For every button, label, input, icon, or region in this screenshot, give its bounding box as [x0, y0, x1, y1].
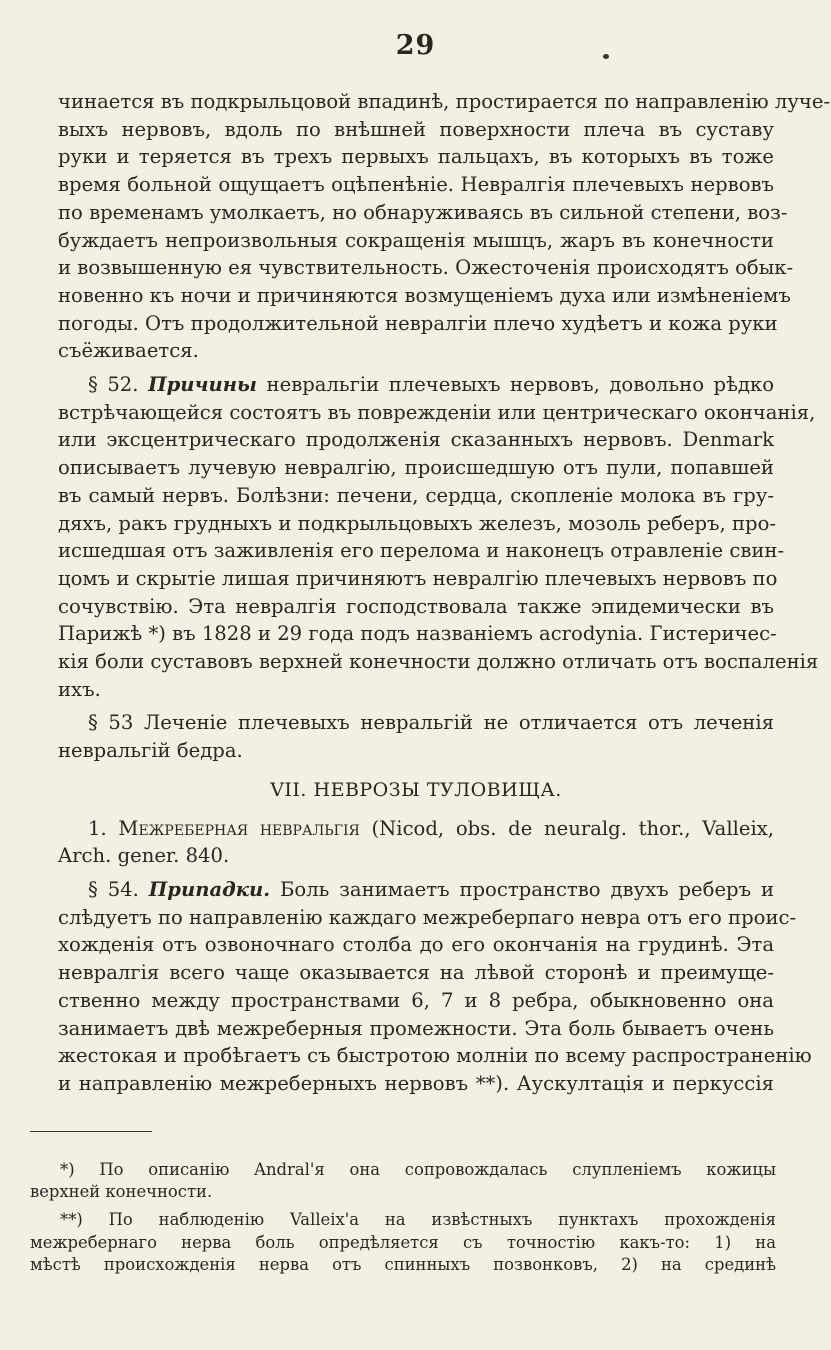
- italic-term: Причины: [148, 373, 257, 397]
- paragraph-section-52: [58, 371, 819, 703]
- text-line: Arch. gener. 840.: [58, 844, 230, 868]
- text-line: и направленію межреберныхъ нервовъ **). Аускултація и перкуссія: [58, 1071, 774, 1095]
- text-line: цомъ и скрытіе лишая причиняютъ невралгію плечевыхъ нервовъ по: [58, 566, 778, 590]
- text-line: занимаетъ двѣ межреберныя промежности. Эта боль бываетъ очень: [58, 1016, 774, 1040]
- body-text: [58, 88, 831, 1098]
- section-label: § 54.: [88, 877, 139, 901]
- text-line: исшедшая отъ заживленія его перелома и наконецъ отравленіе свин-: [58, 539, 785, 563]
- footnote-rule: [30, 1131, 152, 1132]
- text-line: въ самый нервъ. Болѣзни: печени, сердца, скопленіе молока въ гру-: [58, 483, 774, 507]
- subsection-title: [58, 815, 774, 870]
- subsection-number: 1.: [88, 816, 107, 840]
- section-heading: VII. НЕВРОЗЫ ТУЛОВИЩА.: [270, 778, 562, 801]
- text-line: невралгія всего чаще оказывается на лѣвой сторонѣ и преимуще-: [58, 961, 774, 985]
- text-line: выхъ нервовъ, вдоль по внѣшней поверхности плеча въ суставу: [58, 117, 774, 141]
- text-line: [58, 815, 774, 843]
- footnote-1: [30, 1159, 776, 1203]
- subsection-name: Межреберная невральгія: [118, 816, 360, 840]
- text-line: ихъ.: [58, 677, 101, 701]
- text-line: ственно между пространствами 6, 7 и 8 ребра, обыкновенно она: [58, 988, 774, 1012]
- text-line: Парижѣ *) въ 1828 и 29 года подъ названіемъ acrodynia. Гистеричес-: [58, 622, 777, 646]
- text-line: погоды. Отъ продолжительной невралгіи плечо худѣетъ и кожа руки: [58, 311, 778, 335]
- text-line: [58, 876, 774, 904]
- paragraph-section-53: [58, 709, 774, 764]
- text-line: межребернаго нерва боль опредѣляется съ точностію какъ-то: 1) на: [30, 1232, 776, 1252]
- text-line: и возвышенную ея чувствительность. Ожесточенія происходятъ обык-: [58, 256, 794, 280]
- text-line: по временамъ умолкаетъ, но обнаруживаясь въ сильной степени, воз-: [58, 200, 788, 224]
- text-line: руки и теряется въ трехъ первыхъ пальцахъ, въ которыхъ въ тоже: [58, 145, 774, 169]
- text-line: новенно къ ночи и причиняются возмущеніемъ духа или измѣненіемъ: [58, 283, 791, 307]
- text-line: кія боли суставовъ верхней конечности должно отличать отъ воспаленія: [58, 650, 819, 674]
- page-number: 29: [395, 30, 436, 61]
- text-line: **) По наблюденію Valleix'а на извѣстныхъ пунктахъ прохожденія: [60, 1210, 776, 1230]
- text-line: хожденія отъ озвоночнаго столба до его окончанія на грудинѣ. Эта: [58, 933, 774, 957]
- text-line: дяхъ, ракъ грудныхъ и подкрыльцовыхъ железъ, мозоль реберъ, про-: [58, 511, 776, 535]
- text-line: съёживается.: [58, 339, 199, 363]
- text-line: § 53 Леченіе плечевыхъ невральгій не отличается отъ леченія: [88, 711, 774, 735]
- text-line: сочувствію. Эта невралгія господствовала также эпидемически въ: [58, 594, 774, 618]
- text-line: встрѣчающейся состоятъ въ поврежденіи или центрическаго окончанія,: [58, 400, 816, 424]
- text-line: верхней конечности.: [30, 1182, 213, 1202]
- paragraph-continuation: [58, 88, 831, 365]
- section-label: § 52.: [88, 373, 139, 397]
- ink-spot: [603, 54, 609, 59]
- line-text: Боль занимаетъ пространство двухъ реберъ и: [280, 877, 775, 901]
- text-line: *) По описанію Andral'я она сопровождалась слупленіемъ кожицы: [60, 1160, 776, 1179]
- text-line: слѣдуетъ по направленію каждаго межреберпаго невра отъ его проис-: [58, 905, 797, 929]
- text-line: мѣстѣ происхожденія нерва отъ спинныхъ позвонковъ, 2) на срединѣ: [30, 1254, 776, 1274]
- text-line: [58, 371, 774, 399]
- text-line: описываетъ лучевую невралгію, происшедшую отъ пули, попавшей: [58, 456, 774, 480]
- reference-text: (Nicod, obs. de neuralg. thor., Valleix,: [371, 816, 775, 840]
- footnotes: [30, 1159, 776, 1276]
- text-line: невральгій бедра.: [58, 739, 243, 763]
- italic-term: Припадки.: [148, 877, 271, 901]
- text-line: жестокая и пробѣгаетъ съ быстротою молніи по всему распространенію: [58, 1044, 812, 1068]
- text-line: время больной ощущаетъ оцѣпенѣніе. Невралгія плечевыхъ нервовъ: [58, 173, 774, 197]
- footnote-2: [30, 1209, 776, 1276]
- paragraph-section-54: [58, 876, 812, 1098]
- text-line: буждаетъ непроизвольныя сокращенія мышцъ, жаръ въ конечности: [58, 228, 774, 252]
- text-line: или эксцентрическаго продолженія сказанныхъ нервовъ. Denmark: [58, 428, 774, 452]
- line-text: невральгіи плечевыхъ нервовъ, довольно рѣдко: [266, 373, 775, 397]
- text-line: чинается въ подкрыльцовой впадинѣ, простирается по направленію луче-: [58, 90, 831, 113]
